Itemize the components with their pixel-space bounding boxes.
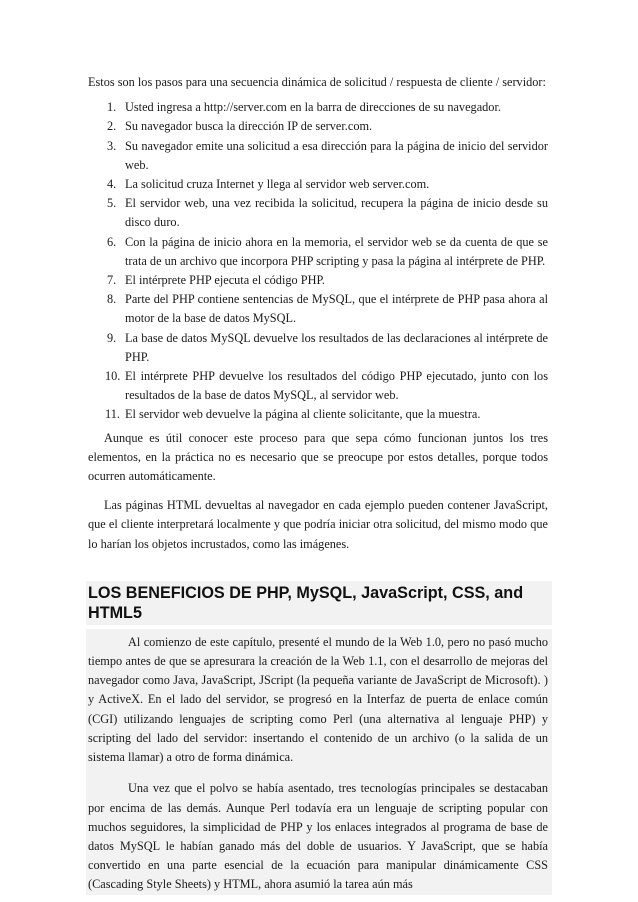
list-item-text: El servidor web, una vez recibida la solicitud, recupera la página de inicio desde su disco duro. [125, 196, 548, 230]
list-item-number: 1. [107, 100, 117, 115]
list-item [88, 194, 548, 232]
list-item-number: 3. [107, 138, 117, 153]
list-item-text: La base de datos MySQL devuelve los resultados de las declaraciones al intérprete de PHP. [125, 330, 548, 364]
list-item-number: 6. [107, 234, 117, 249]
section-heading-band [86, 581, 552, 625]
list-item-number: 2. [107, 119, 117, 134]
section-paragraph-web-history: Al comienzo de este capítulo, presenté el mundo de la Web 1.0, pero no pasó mucho tiempo antes de que se apresurara la creación de la Web 1.1, con el desarrollo de mejoras del navegador como Java, JavaScript, JScript (la pequeña variante de JavaScript de Microsoft). ) y ActiveX. En el lado del servidor, se progresó en la Interfaz de puerta de enlace común (CGI) utilizando lenguajes de scripting como Perl (una alternativa al lenguaje PHP) y scripting del lado del servidor: insertando el contenido de un archivo (o la salida de un sistema llamar) a otro de forma dinámica. [88, 634, 548, 765]
list-item [88, 271, 548, 290]
list-item-text: El intérprete PHP ejecuta el código PHP. [125, 273, 326, 288]
list-item-text: El servidor web devuelve la página al cliente solicitante, que la muestra. [125, 407, 481, 422]
list-item-text: La solicitud cruza Internet y llega al servidor web server.com. [125, 177, 430, 192]
intro-paragraph: Estos son los pasos para una secuencia dinámica de solicitud / respuesta de cliente / servidor: [88, 75, 546, 89]
section-heading: LOS BENEFICIOS DE PHP, MySQL, JavaScript, CSS, and HTML5 [88, 583, 524, 622]
list-item [88, 233, 548, 271]
list-item-number: 7. [107, 273, 117, 288]
list-item-number: 5. [107, 196, 117, 211]
list-item [88, 290, 548, 328]
list-item [88, 329, 548, 367]
paragraph-html-pages: Las páginas HTML devueltas al navegador en cada ejemplo pueden contener JavaScript, que el cliente interpretará localmente y que podría iniciar otra solicitud, del mismo modo que lo harían los objetos incrustados, como las imágenes. [88, 498, 548, 551]
list-item-number: 11. [105, 407, 120, 422]
list-item-text: Con la página de inicio ahora en la memoria, el servidor web se da cuenta de que se trata de un archivo que incorpora PHP scripting y pasa la página al intérprete de PHP. [125, 234, 548, 268]
steps-list [88, 98, 548, 424]
list-item-number: 8. [107, 292, 117, 307]
list-item [88, 98, 548, 117]
list-item-text: Su navegador busca la dirección IP de server.com. [125, 119, 373, 134]
list-item [88, 117, 548, 136]
list-item-number: 10. [105, 369, 121, 384]
section-body [86, 629, 552, 895]
list-item-text: Parte del PHP contiene sentencias de MySQL, que el intérprete de PHP pasa ahora al motor de la base de datos MySQL. [125, 292, 548, 326]
list-item-number: 4. [107, 177, 117, 192]
document-page [88, 73, 548, 895]
list-item-text: Usted ingresa a http://server.com en la barra de direcciones de su navegador. [125, 100, 501, 115]
paragraph-process-note: Aunque es útil conocer este proceso para que sepa cómo funcionan juntos los tres elementos, en la práctica no es necesario que se preocupe por estos detalles, porque todos ocurren automáticamente. [88, 430, 548, 484]
list-item-number: 9. [107, 330, 117, 345]
list-item [88, 367, 548, 405]
list-item [88, 175, 548, 194]
list-item [88, 405, 548, 424]
list-item [88, 137, 548, 175]
list-item-text: Su navegador emite una solicitud a esa dirección para la página de inicio del servidor web. [125, 138, 548, 172]
section-paragraph-technologies: Una vez que el polvo se había asentado, tres tecnologías principales se destacaban por encima de las demás. Aunque Perl todavía era un lenguaje de scripting popular con muchos seguidores, la simplicidad de PHP y los enlaces integrados al programa de base de datos MySQL le habían ganado más del doble de usuarios. Y JavaScript, que se había convertido en una parte esencial de la ecuación para manipular dinámicamente CSS (Cascading Style Sheets) y HTML, ahora asumió la tarea aún más [88, 781, 548, 892]
list-item-text: El intérprete PHP devuelve los resultados del código PHP ejecutado, junto con los resultados de la base de datos MySQL, al servidor web. [125, 369, 548, 403]
